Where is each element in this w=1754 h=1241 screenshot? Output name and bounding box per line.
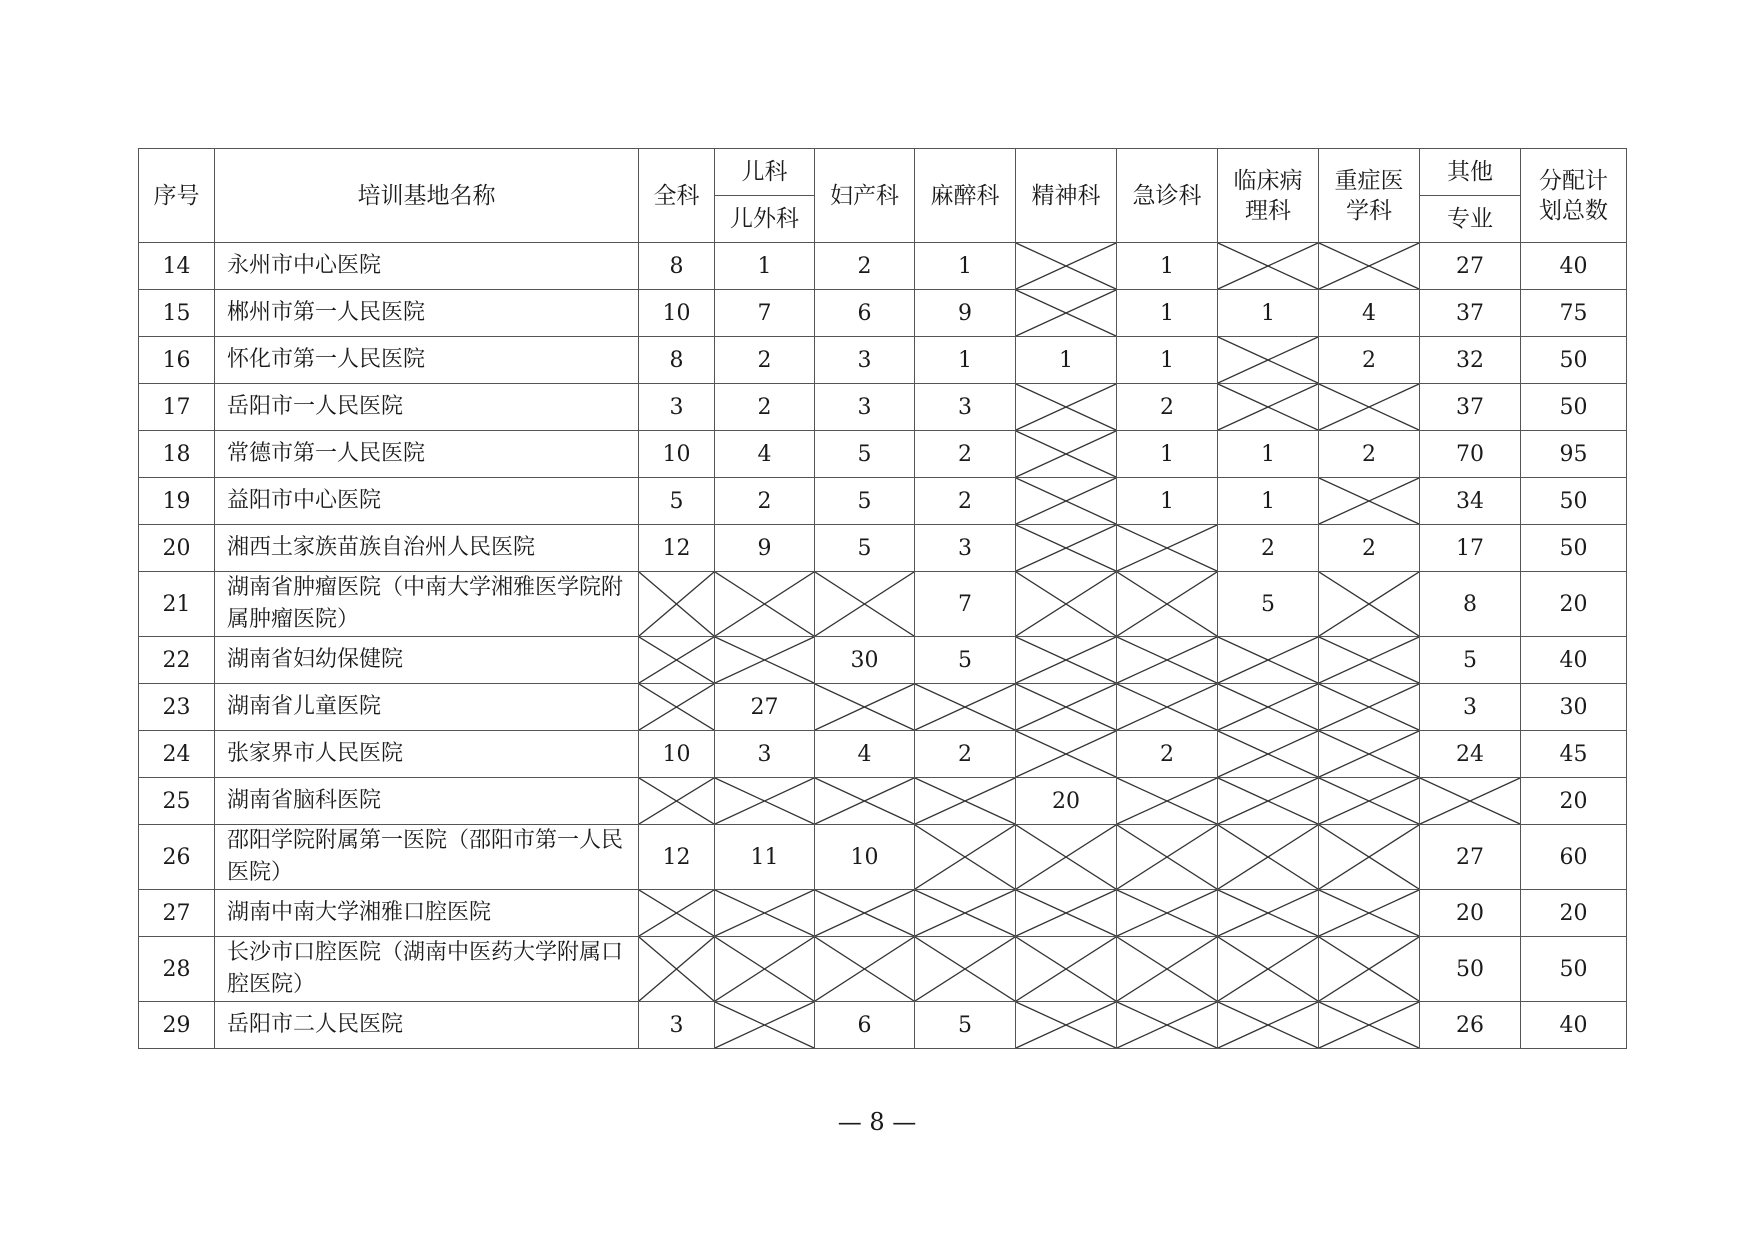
table-row bbox=[139, 431, 1627, 478]
cell-total: 50 bbox=[1521, 525, 1627, 572]
cell-emergency: 1 bbox=[1117, 290, 1218, 337]
cross-mark-icon bbox=[1016, 478, 1116, 524]
cell-obgyn: 3 bbox=[815, 384, 915, 431]
row-base-name: 益阳市中心医院 bbox=[215, 478, 639, 525]
cell-total: 50 bbox=[1521, 384, 1627, 431]
cell-crossed-psychiatry bbox=[1016, 684, 1117, 731]
cell-other: 70 bbox=[1420, 431, 1521, 478]
cell-crossed-psychiatry bbox=[1016, 937, 1117, 1002]
cell-general: 10 bbox=[639, 431, 715, 478]
cell-other: 27 bbox=[1420, 825, 1521, 890]
cross-mark-icon bbox=[1319, 937, 1419, 1001]
cell-crossed-icu bbox=[1319, 890, 1420, 937]
cell-obgyn: 10 bbox=[815, 825, 915, 890]
cell-total: 45 bbox=[1521, 731, 1627, 778]
cross-mark-icon bbox=[639, 637, 714, 683]
row-seq: 25 bbox=[139, 778, 215, 825]
cell-crossed-icu bbox=[1319, 572, 1420, 637]
cell-anesthesia: 9 bbox=[915, 290, 1016, 337]
cell-crossed-anesthesia bbox=[915, 684, 1016, 731]
cross-mark-icon bbox=[1117, 572, 1217, 636]
cell-crossed-emergency bbox=[1117, 890, 1218, 937]
cell-crossed-pediatrics bbox=[715, 572, 815, 637]
cross-mark-icon bbox=[715, 1002, 814, 1048]
cell-anesthesia: 3 bbox=[915, 384, 1016, 431]
page-number: — 8 — bbox=[837, 1108, 917, 1136]
cross-mark-icon bbox=[1319, 243, 1419, 289]
cell-general: 10 bbox=[639, 290, 715, 337]
cross-mark-icon bbox=[815, 778, 914, 824]
row-base-name: 湖南省肿瘤医院（中南大学湘雅医学院附属肿瘤医院） bbox=[215, 572, 639, 637]
cross-mark-icon bbox=[1319, 1002, 1419, 1048]
table-row bbox=[139, 778, 1627, 825]
cell-total: 75 bbox=[1521, 290, 1627, 337]
cross-mark-icon bbox=[715, 937, 814, 1001]
cell-crossed-psychiatry bbox=[1016, 384, 1117, 431]
cell-other: 17 bbox=[1420, 525, 1521, 572]
row-base-name: 常德市第一人民医院 bbox=[215, 431, 639, 478]
cell-crossed-other bbox=[1420, 778, 1521, 825]
table-row bbox=[139, 572, 1627, 637]
cross-mark-icon bbox=[1218, 243, 1318, 289]
row-seq: 14 bbox=[139, 243, 215, 290]
cell-crossed-anesthesia bbox=[915, 825, 1016, 890]
cell-crossed-emergency bbox=[1117, 1002, 1218, 1049]
cell-other: 50 bbox=[1420, 937, 1521, 1002]
cell-icu: 2 bbox=[1319, 337, 1420, 384]
cell-pediatrics: 2 bbox=[715, 384, 815, 431]
row-base-name: 岳阳市一人民医院 bbox=[215, 384, 639, 431]
cell-crossed-icu bbox=[1319, 384, 1420, 431]
row-seq: 29 bbox=[139, 1002, 215, 1049]
cell-emergency: 1 bbox=[1117, 243, 1218, 290]
cell-total: 40 bbox=[1521, 1002, 1627, 1049]
cell-crossed-pathology bbox=[1218, 637, 1319, 684]
cross-mark-icon bbox=[1016, 825, 1116, 889]
row-seq: 18 bbox=[139, 431, 215, 478]
cell-pathology: 5 bbox=[1218, 572, 1319, 637]
cell-anesthesia: 1 bbox=[915, 243, 1016, 290]
cross-mark-icon bbox=[815, 937, 914, 1001]
cross-mark-icon bbox=[815, 572, 914, 636]
table-row bbox=[139, 525, 1627, 572]
cell-other: 37 bbox=[1420, 384, 1521, 431]
cell-total: 40 bbox=[1521, 243, 1627, 290]
cross-mark-icon bbox=[815, 684, 914, 730]
row-seq: 16 bbox=[139, 337, 215, 384]
cross-mark-icon bbox=[1319, 778, 1419, 824]
cell-crossed-pathology bbox=[1218, 731, 1319, 778]
row-seq: 17 bbox=[139, 384, 215, 431]
cell-crossed-pathology bbox=[1218, 890, 1319, 937]
header-emergency: 急诊科 bbox=[1117, 149, 1218, 243]
cross-mark-icon bbox=[1319, 684, 1419, 730]
cell-general: 10 bbox=[639, 731, 715, 778]
cell-anesthesia: 5 bbox=[915, 637, 1016, 684]
cross-mark-icon bbox=[1016, 731, 1116, 777]
cross-mark-icon bbox=[1016, 684, 1116, 730]
header-icu: 重症医学科 bbox=[1319, 149, 1420, 243]
row-base-name: 湖南省儿童医院 bbox=[215, 684, 639, 731]
cell-crossed-general bbox=[639, 684, 715, 731]
cross-mark-icon bbox=[639, 937, 714, 1001]
row-base-name: 湖南省妇幼保健院 bbox=[215, 637, 639, 684]
table-row bbox=[139, 890, 1627, 937]
cross-mark-icon bbox=[1117, 937, 1217, 1001]
cross-mark-icon bbox=[915, 890, 1015, 936]
cell-pediatrics: 1 bbox=[715, 243, 815, 290]
cross-mark-icon bbox=[715, 778, 814, 824]
cross-mark-icon bbox=[1117, 1002, 1217, 1048]
allocation-table bbox=[138, 148, 1627, 1049]
row-base-name: 张家界市人民医院 bbox=[215, 731, 639, 778]
cell-crossed-psychiatry bbox=[1016, 637, 1117, 684]
cell-total: 60 bbox=[1521, 825, 1627, 890]
cell-crossed-general bbox=[639, 937, 715, 1002]
row-seq: 23 bbox=[139, 684, 215, 731]
cell-anesthesia: 2 bbox=[915, 731, 1016, 778]
cross-mark-icon bbox=[1016, 890, 1116, 936]
header-general: 全科 bbox=[639, 149, 715, 243]
cell-pathology: 1 bbox=[1218, 478, 1319, 525]
cell-total: 20 bbox=[1521, 890, 1627, 937]
table-row bbox=[139, 684, 1627, 731]
row-seq: 20 bbox=[139, 525, 215, 572]
cell-pediatrics: 2 bbox=[715, 337, 815, 384]
cell-crossed-psychiatry bbox=[1016, 572, 1117, 637]
cross-mark-icon bbox=[1319, 572, 1419, 636]
cell-general: 5 bbox=[639, 478, 715, 525]
cell-crossed-pediatrics bbox=[715, 637, 815, 684]
cross-mark-icon bbox=[639, 890, 714, 936]
cell-crossed-pediatrics bbox=[715, 1002, 815, 1049]
cell-emergency: 2 bbox=[1117, 384, 1218, 431]
cell-general: 8 bbox=[639, 337, 715, 384]
cross-mark-icon bbox=[1016, 572, 1116, 636]
cross-mark-icon bbox=[639, 684, 714, 730]
header-psychiatry: 精神科 bbox=[1016, 149, 1117, 243]
cell-anesthesia: 5 bbox=[915, 1002, 1016, 1049]
row-base-name: 郴州市第一人民医院 bbox=[215, 290, 639, 337]
cell-crossed-anesthesia bbox=[915, 937, 1016, 1002]
cell-crossed-psychiatry bbox=[1016, 243, 1117, 290]
header-total: 分配计划总数 bbox=[1521, 149, 1627, 243]
cell-crossed-anesthesia bbox=[915, 890, 1016, 937]
cell-obgyn: 2 bbox=[815, 243, 915, 290]
cell-other: 27 bbox=[1420, 243, 1521, 290]
cross-mark-icon bbox=[1016, 1002, 1116, 1048]
row-base-name: 湘西土家族苗族自治州人民医院 bbox=[215, 525, 639, 572]
table-row bbox=[139, 731, 1627, 778]
cell-general: 3 bbox=[639, 1002, 715, 1049]
table-row bbox=[139, 478, 1627, 525]
cross-mark-icon bbox=[715, 572, 814, 636]
cell-pediatrics: 9 bbox=[715, 525, 815, 572]
cell-crossed-icu bbox=[1319, 731, 1420, 778]
cell-other: 8 bbox=[1420, 572, 1521, 637]
cell-pediatrics: 27 bbox=[715, 684, 815, 731]
cell-icu: 2 bbox=[1319, 525, 1420, 572]
cell-psychiatry: 1 bbox=[1016, 337, 1117, 384]
cell-total: 50 bbox=[1521, 337, 1627, 384]
row-base-name: 长沙市口腔医院（湖南中医药大学附属口腔医院） bbox=[215, 937, 639, 1002]
row-base-name: 湖南中南大学湘雅口腔医院 bbox=[215, 890, 639, 937]
row-seq: 15 bbox=[139, 290, 215, 337]
cell-obgyn: 30 bbox=[815, 637, 915, 684]
cell-icu: 4 bbox=[1319, 290, 1420, 337]
cross-mark-icon bbox=[1218, 937, 1318, 1001]
cell-crossed-anesthesia bbox=[915, 778, 1016, 825]
cell-emergency: 2 bbox=[1117, 731, 1218, 778]
cross-mark-icon bbox=[1218, 684, 1318, 730]
cell-anesthesia: 7 bbox=[915, 572, 1016, 637]
header-other: 其他 bbox=[1420, 149, 1521, 196]
header-other-sub: 专业 bbox=[1420, 196, 1521, 243]
cross-mark-icon bbox=[1016, 290, 1116, 336]
cross-mark-icon bbox=[1016, 937, 1116, 1001]
cell-crossed-obgyn bbox=[815, 572, 915, 637]
cross-mark-icon bbox=[1117, 778, 1217, 824]
cell-crossed-emergency bbox=[1117, 825, 1218, 890]
cell-crossed-pathology bbox=[1218, 937, 1319, 1002]
cell-crossed-pathology bbox=[1218, 243, 1319, 290]
cell-pediatrics: 3 bbox=[715, 731, 815, 778]
table-row bbox=[139, 825, 1627, 890]
row-base-name: 怀化市第一人民医院 bbox=[215, 337, 639, 384]
cell-crossed-pathology bbox=[1218, 384, 1319, 431]
cell-pathology: 1 bbox=[1218, 290, 1319, 337]
cell-obgyn: 5 bbox=[815, 525, 915, 572]
header-base-name: 培训基地名称 bbox=[215, 149, 639, 243]
cross-mark-icon bbox=[1117, 525, 1217, 571]
cross-mark-icon bbox=[915, 778, 1015, 824]
cross-mark-icon bbox=[1016, 637, 1116, 683]
header-pediatrics: 儿科 bbox=[715, 149, 815, 196]
cell-anesthesia: 2 bbox=[915, 478, 1016, 525]
cross-mark-icon bbox=[1218, 890, 1318, 936]
cell-crossed-emergency bbox=[1117, 684, 1218, 731]
cell-crossed-obgyn bbox=[815, 778, 915, 825]
cell-crossed-pediatrics bbox=[715, 890, 815, 937]
cell-other: 34 bbox=[1420, 478, 1521, 525]
cell-crossed-emergency bbox=[1117, 572, 1218, 637]
cell-crossed-icu bbox=[1319, 478, 1420, 525]
cell-crossed-icu bbox=[1319, 778, 1420, 825]
cross-mark-icon bbox=[1117, 825, 1217, 889]
cross-mark-icon bbox=[1319, 731, 1419, 777]
cell-total: 30 bbox=[1521, 684, 1627, 731]
cell-crossed-obgyn bbox=[815, 937, 915, 1002]
cell-crossed-pathology bbox=[1218, 825, 1319, 890]
cross-mark-icon bbox=[815, 890, 914, 936]
cell-icu: 2 bbox=[1319, 431, 1420, 478]
cell-obgyn: 6 bbox=[815, 1002, 915, 1049]
cross-mark-icon bbox=[1319, 478, 1419, 524]
cell-anesthesia: 2 bbox=[915, 431, 1016, 478]
cross-mark-icon bbox=[1319, 637, 1419, 683]
cell-total: 20 bbox=[1521, 778, 1627, 825]
cell-pediatrics: 4 bbox=[715, 431, 815, 478]
cell-crossed-icu bbox=[1319, 825, 1420, 890]
cell-crossed-psychiatry bbox=[1016, 478, 1117, 525]
cell-total: 95 bbox=[1521, 431, 1627, 478]
header-pediatric-surgery: 儿外科 bbox=[715, 196, 815, 243]
cell-total: 40 bbox=[1521, 637, 1627, 684]
cell-other: 20 bbox=[1420, 890, 1521, 937]
cross-mark-icon bbox=[1117, 684, 1217, 730]
row-seq: 24 bbox=[139, 731, 215, 778]
cell-crossed-psychiatry bbox=[1016, 431, 1117, 478]
cross-mark-icon bbox=[1319, 825, 1419, 889]
cross-mark-icon bbox=[1218, 337, 1318, 383]
cell-pediatrics: 7 bbox=[715, 290, 815, 337]
cell-crossed-pathology bbox=[1218, 684, 1319, 731]
cell-other: 37 bbox=[1420, 290, 1521, 337]
cell-crossed-icu bbox=[1319, 684, 1420, 731]
cross-mark-icon bbox=[1420, 778, 1520, 824]
cell-crossed-pathology bbox=[1218, 778, 1319, 825]
cross-mark-icon bbox=[1319, 890, 1419, 936]
cell-general: 3 bbox=[639, 384, 715, 431]
cell-crossed-general bbox=[639, 637, 715, 684]
row-seq: 28 bbox=[139, 937, 215, 1002]
cell-crossed-general bbox=[639, 572, 715, 637]
cell-general: 12 bbox=[639, 825, 715, 890]
cross-mark-icon bbox=[639, 572, 714, 636]
cell-crossed-pathology bbox=[1218, 1002, 1319, 1049]
table-row bbox=[139, 243, 1627, 290]
cell-crossed-obgyn bbox=[815, 890, 915, 937]
cross-mark-icon bbox=[915, 684, 1015, 730]
row-seq: 26 bbox=[139, 825, 215, 890]
cell-crossed-pathology bbox=[1218, 337, 1319, 384]
header-obgyn: 妇产科 bbox=[815, 149, 915, 243]
cell-crossed-obgyn bbox=[815, 684, 915, 731]
row-seq: 22 bbox=[139, 637, 215, 684]
cell-crossed-psychiatry bbox=[1016, 890, 1117, 937]
cell-crossed-psychiatry bbox=[1016, 525, 1117, 572]
cell-obgyn: 5 bbox=[815, 478, 915, 525]
cell-crossed-general bbox=[639, 890, 715, 937]
cell-crossed-psychiatry bbox=[1016, 1002, 1117, 1049]
cross-mark-icon bbox=[1016, 525, 1116, 571]
row-base-name: 邵阳学院附属第一医院（邵阳市第一人民医院） bbox=[215, 825, 639, 890]
cross-mark-icon bbox=[915, 937, 1015, 1001]
cell-obgyn: 5 bbox=[815, 431, 915, 478]
cell-general: 8 bbox=[639, 243, 715, 290]
cross-mark-icon bbox=[1016, 243, 1116, 289]
cell-obgyn: 6 bbox=[815, 290, 915, 337]
cell-crossed-emergency bbox=[1117, 937, 1218, 1002]
cell-psychiatry: 20 bbox=[1016, 778, 1117, 825]
cell-crossed-psychiatry bbox=[1016, 825, 1117, 890]
cell-crossed-icu bbox=[1319, 243, 1420, 290]
cell-total: 20 bbox=[1521, 572, 1627, 637]
table-row bbox=[139, 290, 1627, 337]
cross-mark-icon bbox=[1218, 384, 1318, 430]
cell-total: 50 bbox=[1521, 478, 1627, 525]
cell-crossed-pediatrics bbox=[715, 778, 815, 825]
cell-other: 26 bbox=[1420, 1002, 1521, 1049]
cell-emergency: 1 bbox=[1117, 337, 1218, 384]
cell-crossed-icu bbox=[1319, 1002, 1420, 1049]
cell-crossed-icu bbox=[1319, 937, 1420, 1002]
cell-crossed-emergency bbox=[1117, 525, 1218, 572]
cell-pediatrics: 2 bbox=[715, 478, 815, 525]
row-seq: 21 bbox=[139, 572, 215, 637]
cell-crossed-psychiatry bbox=[1016, 290, 1117, 337]
cell-other: 3 bbox=[1420, 684, 1521, 731]
header-seq: 序号 bbox=[139, 149, 215, 243]
cell-other: 5 bbox=[1420, 637, 1521, 684]
cell-crossed-pediatrics bbox=[715, 937, 815, 1002]
cross-mark-icon bbox=[1319, 384, 1419, 430]
cross-mark-icon bbox=[1218, 731, 1318, 777]
row-base-name: 湖南省脑科医院 bbox=[215, 778, 639, 825]
cell-emergency: 1 bbox=[1117, 478, 1218, 525]
cell-total: 50 bbox=[1521, 937, 1627, 1002]
cross-mark-icon bbox=[1117, 890, 1217, 936]
table-row bbox=[139, 1002, 1627, 1049]
cell-crossed-general bbox=[639, 778, 715, 825]
cross-mark-icon bbox=[1016, 431, 1116, 477]
cross-mark-icon bbox=[1117, 637, 1217, 683]
cell-other: 24 bbox=[1420, 731, 1521, 778]
table-row bbox=[139, 937, 1627, 1002]
cell-emergency: 1 bbox=[1117, 431, 1218, 478]
cell-anesthesia: 1 bbox=[915, 337, 1016, 384]
header-pathology: 临床病理科 bbox=[1218, 149, 1319, 243]
cross-mark-icon bbox=[639, 778, 714, 824]
table-row bbox=[139, 637, 1627, 684]
row-seq: 19 bbox=[139, 478, 215, 525]
cell-pathology: 2 bbox=[1218, 525, 1319, 572]
table-row bbox=[139, 384, 1627, 431]
cell-crossed-emergency bbox=[1117, 778, 1218, 825]
cross-mark-icon bbox=[715, 890, 814, 936]
cell-obgyn: 4 bbox=[815, 731, 915, 778]
cross-mark-icon bbox=[1218, 778, 1318, 824]
cell-crossed-emergency bbox=[1117, 637, 1218, 684]
cell-crossed-psychiatry bbox=[1016, 731, 1117, 778]
cell-anesthesia: 3 bbox=[915, 525, 1016, 572]
table-body bbox=[139, 243, 1627, 1049]
cell-pathology: 1 bbox=[1218, 431, 1319, 478]
cross-mark-icon bbox=[915, 825, 1015, 889]
cross-mark-icon bbox=[1016, 384, 1116, 430]
row-base-name: 岳阳市二人民医院 bbox=[215, 1002, 639, 1049]
cross-mark-icon bbox=[1218, 637, 1318, 683]
cross-mark-icon bbox=[1218, 825, 1318, 889]
cross-mark-icon bbox=[1218, 1002, 1318, 1048]
cell-pediatrics: 11 bbox=[715, 825, 815, 890]
row-base-name: 永州市中心医院 bbox=[215, 243, 639, 290]
cross-mark-icon bbox=[715, 637, 814, 683]
cell-crossed-icu bbox=[1319, 637, 1420, 684]
cell-general: 12 bbox=[639, 525, 715, 572]
table-row bbox=[139, 337, 1627, 384]
row-seq: 27 bbox=[139, 890, 215, 937]
cell-other: 32 bbox=[1420, 337, 1521, 384]
header-anesthesia: 麻醉科 bbox=[915, 149, 1016, 243]
cell-obgyn: 3 bbox=[815, 337, 915, 384]
